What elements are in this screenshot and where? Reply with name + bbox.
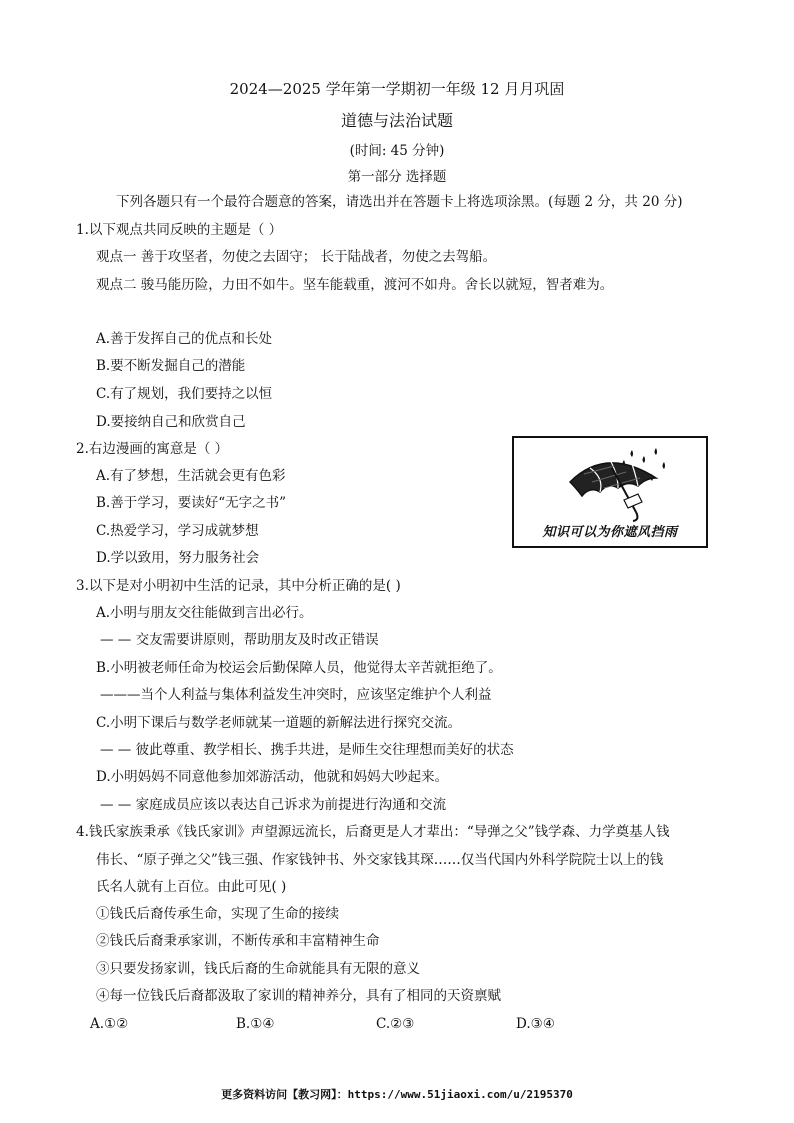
q4-option-b: B.①④	[236, 1016, 275, 1032]
q4-stem-line3: 氏名人就有上百位。由此可见( )	[96, 879, 287, 895]
q3-option-c: C.小明下课后与数学老师就某一道题的新解法进行探究交流。	[96, 715, 462, 731]
q1-option-c: C.有了规划，我们要持之以恒	[96, 386, 273, 402]
exam-title: 2024—2025 学年第一学期初一年级 12 月月巩固	[229, 80, 565, 98]
instructions: 下列各题只有一个最符合题意的答案，请选出并在答题卡上将选项涂黑。(每题 2 分，共 20 分)	[116, 194, 683, 210]
q3-option-b-analysis: ———当个人利益与集体利益发生冲突时，应该坚定维护个人利益	[100, 687, 492, 703]
q2-stem: 2.右边漫画的寓意是（ ）	[76, 441, 229, 457]
cartoon-caption: 知识可以为你遮风挡雨	[542, 525, 678, 540]
q3-option-b: B.小明被老师任命为校运会后勤保障人员，他觉得太辛苦就拒绝了。	[96, 660, 502, 676]
q4-stem-line2: 伟长、“原子弹之父”钱三强、作家钱钟书、外交家钱其琛……仅当代国内外科学院院士以上的钱	[96, 852, 664, 868]
q4-statement-1: ①钱氏后裔传承生命，实现了生命的接续	[96, 906, 339, 922]
q4-statement-3: ③只要发扬家训，钱氏后裔的生命就能具有无限的意义	[96, 961, 420, 977]
q2-option-d: D.学以致用，努力服务社会	[96, 550, 260, 566]
q4-option-d: D.③④	[516, 1016, 555, 1032]
q1-stem: 1.以下观点共同反映的主题是（ ）	[76, 222, 283, 238]
q1-option-a: A.善于发挥自己的优点和长处	[96, 331, 273, 347]
q1-view1: 观点一 善于攻坚者，勿使之去固守； 长于陆战者，勿使之去驾船。	[96, 249, 497, 265]
q3-option-d-analysis: — — 家庭成员应该以表达自己诉求为前提进行沟通和交流	[100, 797, 447, 813]
section-title: 第一部分 选择题	[347, 169, 447, 185]
q3-option-a-analysis: — — 交友需要讲原则，帮助朋友及时改正错误	[100, 632, 379, 648]
umbrella-cartoon	[512, 436, 708, 548]
q1-option-b: B.要不断发掘自己的潜能	[96, 358, 246, 374]
q3-option-a: A.小明与朋友交往能做到言出必行。	[96, 605, 313, 621]
q1-view2: 观点二 骏马能历险，力田不如牛。坚车能载重，渡河不如舟。舍长以就短，智者难为。	[96, 277, 614, 293]
q3-option-d: D.小明妈妈不同意他参加郊游活动，他就和妈妈大吵起来。	[96, 769, 449, 785]
footer-link[interactable]: 更多资料访问【教习网】：https://www.51jiaoxi.com/u/2195370	[221, 1088, 573, 1101]
q2-option-b: B.善于学习，要读好“无字之书”	[96, 495, 287, 511]
q2-option-c: C.热爱学习，学习成就梦想	[96, 523, 259, 539]
exam-subject: 道德与法治试题	[340, 111, 453, 130]
q3-stem: 3.以下是对小明初中生活的记录，其中分析正确的是( )	[76, 578, 401, 594]
q4-option-a: A.①②	[90, 1016, 129, 1032]
q4-stem-line1: 4.钱氏家族秉承《钱氏家训》声望源远流长，后裔更是人才辈出：“导弹之父”钱学森、力学奠基人钱	[76, 824, 670, 840]
q1-option-d: D.要接纳自己和欣赏自己	[96, 414, 246, 430]
q4-statement-2: ②钱氏后裔秉承家训，不断传承和丰富精神生命	[96, 933, 380, 949]
q4-option-c: C.②③	[376, 1016, 415, 1032]
q4-statement-4: ④每一位钱氏后裔都汲取了家训的精神养分，具有了相同的天资禀赋	[96, 988, 501, 1004]
q2-option-a: A.有了梦想，生活就会更有色彩	[96, 468, 286, 484]
q3-option-c-analysis: — — 彼此尊重、教学相长、携手共进，是师生交往理想而美好的状态	[100, 742, 514, 758]
time-note: (时间: 45 分钟)	[349, 143, 445, 159]
